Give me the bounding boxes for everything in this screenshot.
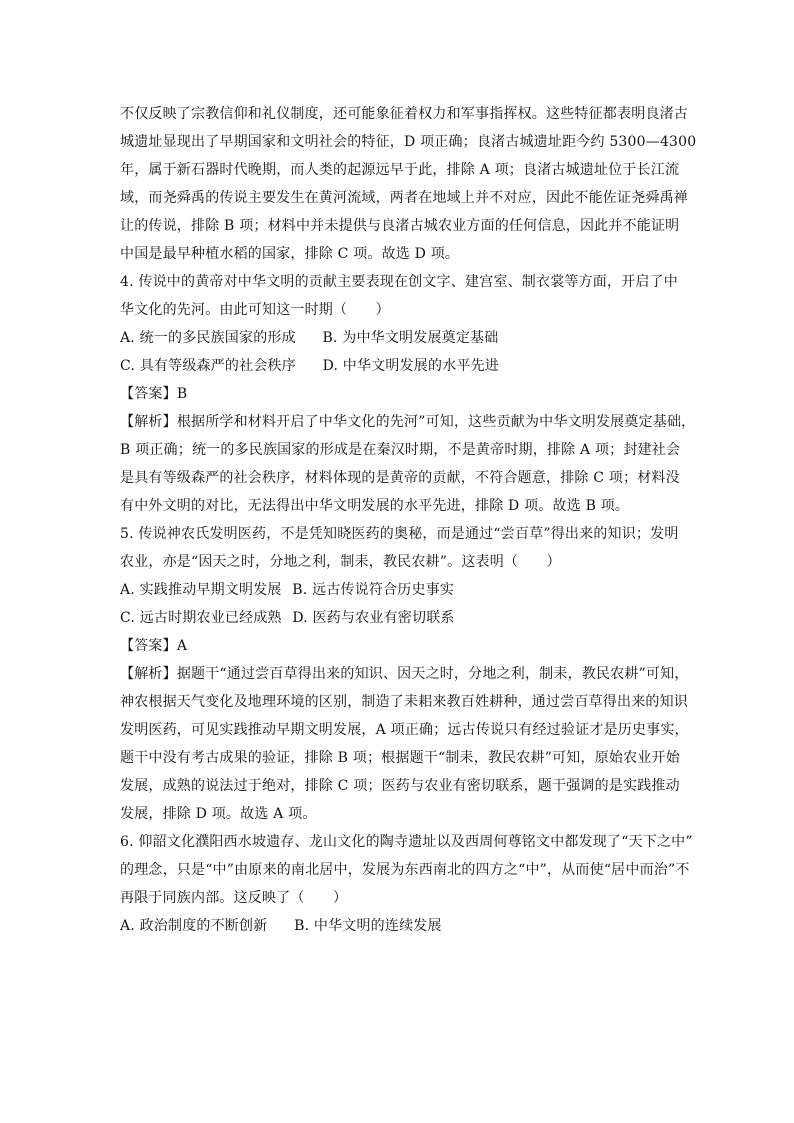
question-stem: 5. 传说神农氏发明医药，不是凭知晓医药的奥秘，而是通过“尝百草”得出来的知识；发明 <box>120 526 679 542</box>
option-d: D. 医药与农业有密切联系 <box>292 610 455 626</box>
analysis-line: 发展，成熟的说法过于绝对，排除 C 项；医药与农业有密切联系，题干强调的是实践推动 <box>120 778 680 794</box>
question-stem: 华文化的先河。由此可知这一时期（ ） <box>120 302 390 318</box>
question-5 <box>120 520 689 828</box>
answer-line <box>120 632 680 660</box>
answer-value: A <box>176 638 188 654</box>
answer-label: 【答案】 <box>120 386 177 402</box>
analysis-line: B 项正确；统一的多民族国家的形成是在秦汉时期，不是黄帝时期，排除 A 项；封建社会 <box>120 442 681 458</box>
answer-line <box>120 380 680 408</box>
analysis-line <box>120 408 696 436</box>
analysis-line: 发明医药，可见实践推动早期文明发展，A 项正确；远古传说只有经过验证才是历史事实， <box>120 722 689 738</box>
option-d: D. 中华文明发展的水平先进 <box>322 358 500 374</box>
question-stem: 4. 传说中的黄帝对中华文明的贡献主要表现在创文字、建宫室、制衣裳等方面，开启了中 <box>120 274 679 290</box>
option-c: C. 具有等级森严的社会秩序 <box>120 358 296 374</box>
text-line: 中国是最早种植水稻的国家，排除 C 项。故选 D 项。 <box>120 246 460 262</box>
options-row <box>120 324 680 352</box>
analysis-line <box>120 660 689 688</box>
options-row <box>120 604 680 632</box>
analysis-label: 【解析】 <box>120 414 177 430</box>
option-c: C. 远古时期农业已经成熟 <box>120 610 282 626</box>
text-line: 让的传说，排除 B 项；材料中并未提供与良渚古城农业方面的任何信息，因此并不能证明 <box>120 218 680 234</box>
option-a: A. 统一的多民族国家的形成 <box>120 330 296 346</box>
text-line: 年，属于新石器时代晚期，而人类的起源远早于此，排除 A 项；良渚古城遗址位于长江流 <box>120 162 680 178</box>
option-b: B. 远古传说符合历史事实 <box>292 582 455 598</box>
analysis-text: 据题干“通过尝百草得出来的知识、因天之时，分地之利，制耒，教民农耕”可知， <box>176 666 689 682</box>
document-body <box>120 100 697 940</box>
analysis-line: 发展，排除 D 项。故选 A 项。 <box>120 806 317 822</box>
question-stem: 农业，亦是“因天之时，分地之利，制耒，教民农耕”。这表明（ ） <box>120 554 561 570</box>
answer-value: B <box>176 386 188 402</box>
answer-label: 【答案】 <box>120 638 177 654</box>
question-stem: 的理念，只是“中”由原来的南北居中，发展为东西南北的四方之“中”，从而使“居中而治”不 <box>120 862 690 878</box>
options-row <box>120 912 680 940</box>
options-row <box>120 576 680 604</box>
analysis-line: 有中外文明的对比，无法得出中华文明发展的水平先进，排除 D 项。故选 B 项。 <box>120 498 630 514</box>
analysis-line: 神农根据天气变化及地理环境的区别，制造了耒耜来教百姓耕种，通过尝百草得出来的知识 <box>120 694 688 710</box>
question-4 <box>120 268 696 520</box>
previous-analysis <box>120 100 697 268</box>
question-stem: 再限于同族内部。这反映了（ ） <box>120 890 348 906</box>
analysis-line: 是具有等级森严的社会秩序，材料体现的是黄帝的贡献，不符合题意，排除 C 项；材料没 <box>120 470 680 486</box>
option-a: A. 政治制度的不断创新 <box>120 918 268 934</box>
analysis-label: 【解析】 <box>120 666 177 682</box>
text-line: 城遗址显现出了早期国家和文明社会的特征，D 项正确；良渚古城遗址距今约 5300—4300 <box>120 134 697 150</box>
option-a: A. 实践推动早期文明发展 <box>120 582 282 598</box>
question-6 <box>120 828 693 940</box>
option-b: B. 为中华文明发展奠定基础 <box>322 330 499 346</box>
analysis-text: 根据所学和材料开启了中华文化的先河”可知，这些贡献为中华文明发展奠定基础， <box>176 414 696 430</box>
analysis-line: 题干中没有考古成果的验证，排除 B 项；根据题干“制耒，教民农耕”可知，原始农业开始 <box>120 750 680 766</box>
text-line: 不仅反映了宗教信仰和礼仪制度，还可能象征着权力和军事指挥权。这些特征都表明良渚古 <box>120 106 688 122</box>
question-stem: 6. 仰韶文化濮阳西水坡遗存、龙山文化的陶寺遗址以及西周何尊铭文中都发现了“天下之中” <box>120 834 693 850</box>
option-b: B. 中华文明的连续发展 <box>294 918 442 934</box>
text-line: 域，而尧舜禹的传说主要发生在黄河流域，两者在地域上并不对应，因此不能佐证尧舜禹禅 <box>120 190 688 206</box>
options-row <box>120 352 680 380</box>
